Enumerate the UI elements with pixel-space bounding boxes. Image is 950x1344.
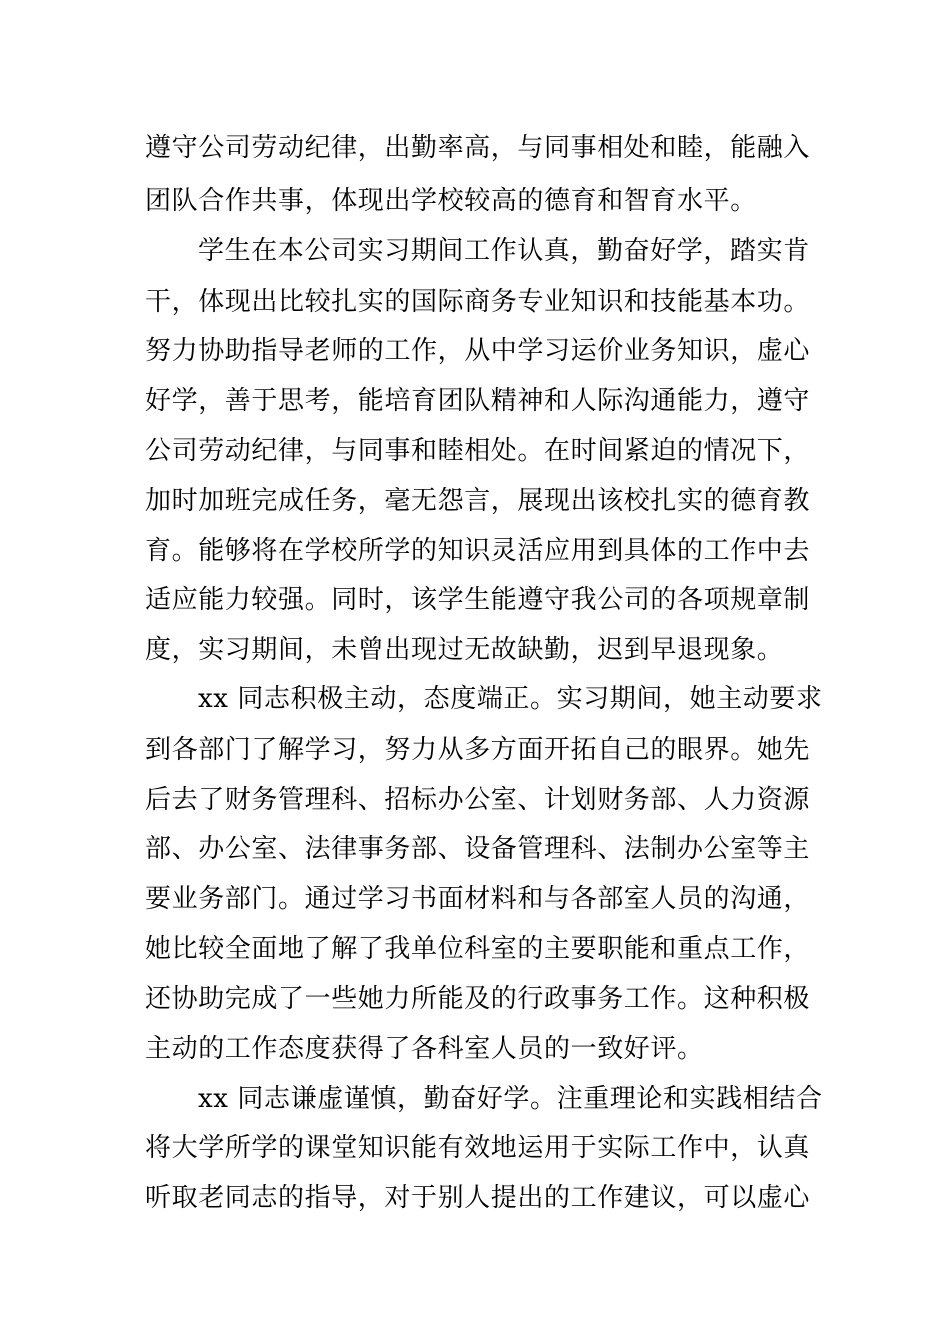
text-line: 育。能够将在学校所学的知识灵活应用到具体的工作中去: [145, 536, 811, 566]
text-line: 她比较全面地了解了我单位科室的主要职能和重点工作，: [145, 934, 811, 964]
text-line: 团队合作共事，体现出学校较高的德育和智育水平。: [145, 186, 757, 216]
text-line: 加时加班完成任务，毫无怨言，展现出该校扎实的德育教: [145, 486, 811, 516]
text-line: 主动的工作态度获得了各科室人员的一致好评。: [145, 1034, 704, 1064]
text-line: 公司劳动纪律，与同事和睦相处。在时间紧迫的情况下，: [145, 436, 811, 466]
text-line: 适应能力较强。同时，该学生能遵守我公司的各项规章制: [145, 585, 811, 615]
text-line: 要业务部门。通过学习书面材料和与各部室人员的沟通，: [145, 884, 811, 914]
text-line: 后去了财务管理科、招标办公室、计划财务部、人力资源: [145, 785, 811, 815]
text-line: 好学，善于思考，能培育团队精神和人际沟通能力，遵守: [145, 386, 811, 416]
paragraph-first-line: 学生在本公司实习期间工作认真，勤奋好学，踏实肯: [198, 236, 810, 266]
text-line: 遵守公司劳动纪律，出勤率高，与同事相处和睦，能融入: [145, 133, 811, 163]
text-line: 到各部门了解学习，努力从多方面开拓自己的眼界。她先: [145, 735, 811, 765]
text-line: 努力协助指导老师的工作，从中学习运价业务知识，虚心: [145, 336, 811, 366]
text-line: 部、办公室、法律事务部、设备管理科、法制办公室等主: [145, 834, 811, 864]
text-line: 度，实习期间，未曾出现过无故缺勤，迟到早退现象。: [145, 635, 784, 665]
paragraph-first-line: xx 同志谦虚谨慎，勤奋好学。注重理论和实践相结合: [198, 1084, 823, 1114]
text-line: 听取老同志的指导，对于别人提出的工作建议，可以虚心: [145, 1183, 811, 1213]
paragraph-first-line: xx 同志积极主动，态度端正。实习期间，她主动要求: [198, 684, 823, 714]
text-line: 将大学所学的课堂知识能有效地运用于实际工作中，认真: [145, 1133, 811, 1163]
text-line: 还协助完成了一些她力所能及的行政事务工作。这种积极: [145, 984, 811, 1014]
text-line: 干，体现出比较扎实的国际商务专业知识和技能基本功。: [145, 287, 811, 317]
